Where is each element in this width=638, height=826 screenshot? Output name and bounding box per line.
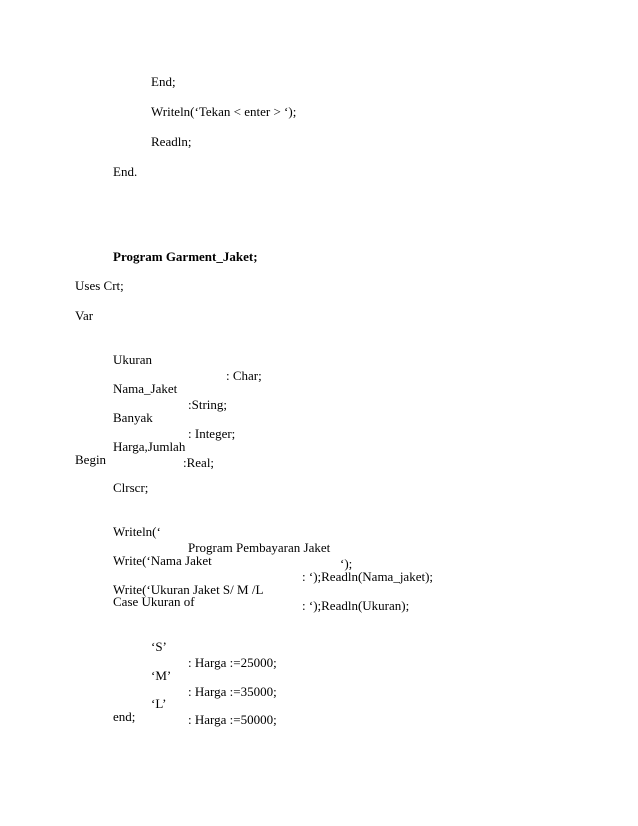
case-line: Case Ukuran of bbox=[113, 594, 195, 609]
var-name: Banyak bbox=[113, 410, 153, 425]
program-title: Program Garment_Jaket; bbox=[113, 249, 258, 264]
var-name: Nama_Jaket bbox=[113, 381, 178, 396]
case-label: ‘S’ bbox=[151, 639, 167, 654]
writeln-prefix: Writeln(‘ bbox=[113, 524, 161, 539]
begin-line: Begin bbox=[75, 452, 107, 467]
write-ukuran-prefix: Write(‘Ukuran Jaket S/ M /L bbox=[113, 582, 264, 597]
write-nama-suffix: : ‘);Readln(Nama_jaket); bbox=[302, 569, 434, 584]
case-label: ‘L’ bbox=[151, 696, 167, 711]
case-stmt: : Harga :=50000; bbox=[188, 712, 277, 727]
var-type: :String; bbox=[188, 397, 228, 412]
end-case-line: end; bbox=[113, 709, 136, 724]
var-type: :Real; bbox=[183, 455, 215, 470]
writeln-text: Program Pembayaran Jaket bbox=[188, 540, 331, 555]
var-line: Var bbox=[75, 308, 94, 323]
var-name: Harga,Jumlah bbox=[113, 439, 186, 454]
var-type: : Integer; bbox=[188, 426, 236, 441]
case-stmt: : Harga :=35000; bbox=[188, 684, 277, 699]
readln-line: Readln; bbox=[151, 134, 192, 149]
writeln-tekan-line: Writeln(‘Tekan < enter > ‘); bbox=[151, 104, 297, 119]
var-type: : Char; bbox=[226, 368, 262, 383]
writeln-suffix: ‘); bbox=[340, 556, 353, 571]
uses-line: Uses Crt; bbox=[75, 278, 124, 293]
end-outer-line: End. bbox=[113, 164, 138, 179]
write-ukuran-suffix: : ‘);Readln(Ukuran); bbox=[302, 598, 410, 613]
case-stmt: : Harga :=25000; bbox=[188, 655, 277, 670]
end-inner-line: End; bbox=[151, 74, 176, 89]
clrscr-line: Clrscr; bbox=[113, 480, 149, 495]
write-nama-prefix: Write(‘Nama Jaket bbox=[113, 553, 212, 568]
case-label: ‘M’ bbox=[151, 668, 172, 683]
var-name: Ukuran bbox=[113, 352, 152, 367]
